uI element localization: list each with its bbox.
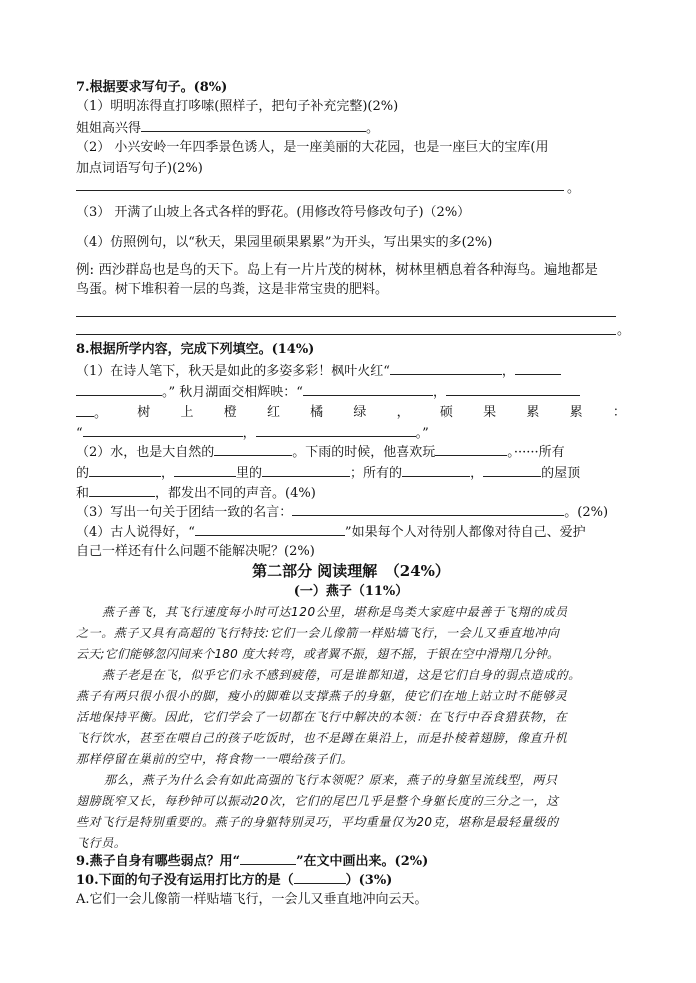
passage-line-10: 翅膀既窄又长，每秒钟可以振动20次，它们的尾巴几乎是整个身躯长度的三分之一，这 xyxy=(76,794,559,808)
q8-item4-mid: ”如果每个人对待别人都像对待自己、爱护 xyxy=(344,525,586,540)
q7-item1-answer-line xyxy=(76,119,626,138)
q8-item1-line1 xyxy=(76,362,626,381)
q8-comma: ， xyxy=(432,385,446,400)
q10-option-a: A.它们一会儿像箭一样贴墙飞行，一会儿又垂直地冲向云天。 xyxy=(76,892,428,907)
q10-stem: 10.下面的句子没有运用打比方的是（ xyxy=(76,873,294,888)
q8-period: 。 xyxy=(507,445,514,460)
q8-word-9: 累 xyxy=(526,405,540,420)
q8-item1-line3-start xyxy=(76,404,107,423)
q8-close-quote: 。” xyxy=(162,385,176,400)
q7-item2-period: 。 xyxy=(567,181,581,196)
passage-line-6: 活地保持平衡。因此，它们学会了一切都在飞行中解决的本领：在飞行中吞食猎获物，在 xyxy=(76,710,568,724)
q8-text: ；所有的 xyxy=(350,466,403,481)
q7-item2-answer-line[interactable] xyxy=(76,190,564,191)
q8-poem-blank4b[interactable] xyxy=(76,404,94,417)
q7-item4: （4）仿照例句，以“秋天，果园里硕果累累”为开头，写出果实的多(2%) xyxy=(76,235,493,250)
q8-text: 的屋顶 xyxy=(541,466,581,481)
q7-item1-stem: 姐姐高兴得 xyxy=(76,121,142,136)
q8-item2-ellipsis: ······所有 xyxy=(513,445,565,460)
q8-item1-line4 xyxy=(76,424,626,443)
q8-word-10: 累 xyxy=(569,405,583,420)
q7-example-line2: 鸟蛋。树下堆积着一层的鸟粪，这是非常宝贵的肥料。 xyxy=(76,282,389,297)
q7-item2-line1: （2） 小兴安岭一年四季景色诱人，是一座美丽的大花园，也是一座巨大的宝库(用 xyxy=(76,140,549,155)
q8-text: 的 xyxy=(76,466,90,481)
q8-word-0: 树 xyxy=(137,405,151,420)
q8-item3-end: 。(2%) xyxy=(564,505,609,520)
q8-comma: ， xyxy=(470,466,484,481)
q8-item2-stem: （2）水，也是大自然的 xyxy=(76,445,215,460)
part2-title: 第二部分 阅读理解 （24%） xyxy=(252,562,450,580)
q8-item3-stem: （3）写出一句关于团结一致的名言： xyxy=(76,505,293,520)
q8-item1-stem: （1）在诗人笔下，秋天是如此的多姿多彩！枫叶火红“ xyxy=(76,364,390,379)
q8-water-blank6[interactable] xyxy=(402,464,470,477)
q8-item4 xyxy=(76,523,626,542)
q8-saying-blank[interactable] xyxy=(195,523,345,536)
q8-word-4: 橘 xyxy=(310,405,324,420)
q8-word-3: 红 xyxy=(266,405,280,420)
q8-close-quote: 。” xyxy=(415,426,429,441)
q8-comma: ， xyxy=(242,426,256,441)
q8-comma: ， xyxy=(161,466,175,481)
q10-answer-blank[interactable] xyxy=(294,871,346,884)
q8-water-blank3[interactable] xyxy=(89,464,161,477)
q9-end: ”在文中画出来。(2%) xyxy=(296,854,429,869)
q8-poem-blank3[interactable] xyxy=(303,383,433,396)
q7-item2-line2: 加点词语写句子)(2%) xyxy=(76,161,203,176)
q7-item1-period: 。 xyxy=(366,121,380,136)
passage-line-2: 之一。燕子又具有高超的飞行特技:它们一会儿像箭一样贴墙飞行，一会儿又垂直地冲向 xyxy=(76,626,560,640)
q8-poem-blank2a[interactable] xyxy=(515,362,561,375)
q8-word-11: ： xyxy=(612,405,626,420)
passage-line-12: 飞行员。 xyxy=(76,836,127,850)
q8-word-2: 橙 xyxy=(223,405,237,420)
q8-item2-line2 xyxy=(76,464,626,483)
q7-item3: （3） 开满了山坡上各式各样的野花。(用修改符号修改句子)（2%） xyxy=(76,205,471,220)
q8-word-7: 硕 xyxy=(439,405,453,420)
q8-item2-line3 xyxy=(76,484,626,503)
q8-item1-line2 xyxy=(76,383,626,402)
q7-example-line1: 例: 西沙群岛也是鸟的天下。岛上有一片片茂的树林，树林里栖息着各种海鸟。遍地都是 xyxy=(76,262,598,278)
q8-text: 和 xyxy=(76,486,90,501)
q10-end: ）(3%) xyxy=(345,873,393,888)
q8-item4-stem: （4）古人说得好，“ xyxy=(76,525,195,540)
passage-line-3: 云天;它们能够忽闪间来个180 度大转弯，或者翼不振，翅不摇，于银在空中滑翔几分钟。 xyxy=(76,647,560,661)
q8-water-blank2[interactable] xyxy=(435,443,507,456)
q8-motto-blank[interactable] xyxy=(292,503,564,516)
q7-item1-blank[interactable] xyxy=(141,119,366,132)
q8-poem-blank5[interactable] xyxy=(83,424,243,437)
q8-item2-mid: 。下雨的时候，他喜欢玩 xyxy=(292,445,436,460)
q8-period: 。 xyxy=(94,406,108,421)
q8-water-blank4[interactable] xyxy=(174,464,236,477)
q8-text: ，都发出不同的声音。(4%) xyxy=(155,486,316,501)
q8-water-blank7[interactable] xyxy=(483,464,541,477)
q8-word-1: 上 xyxy=(180,405,194,420)
q8-item1-line3 xyxy=(76,404,626,423)
q9-title xyxy=(76,852,626,871)
passage-line-4: 燕子老是在飞，似乎它们永不感到疲倦，可是谁都知道，这是它们自身的弱点造成的。 xyxy=(102,668,581,682)
passage-line-7: 飞行饮水，甚至在喂自己的孩子吃饭时，也不是蹲在巢沿上，而是扑棱着翅膀，像直升机 xyxy=(76,731,568,745)
q8-item3 xyxy=(76,503,626,522)
q8-poem-blank4a[interactable] xyxy=(446,383,580,396)
q8-item2-line1 xyxy=(76,443,626,462)
q8-word-6: ， xyxy=(396,405,410,420)
passage-line-8: 那样停留在巢前的空中，将食物一一喂给孩子们。 xyxy=(76,752,354,766)
passage-line-11: 些对飞行是特别重要的。燕子的身躯特别灵巧，平均重量仅为20克，堪称是最轻量级的 xyxy=(76,815,559,829)
q9-stem: 9.燕子自身有哪些弱点？用“ xyxy=(76,854,241,869)
passage-line-9: 那么，燕子为什么会有如此高强的飞行本领呢？原来，燕子的身躯呈流线型，两只 xyxy=(104,773,558,787)
passage-line-5: 燕子有两只很小很小的脚，瘦小的脚难以支撑燕子的身躯，使它们在地上站立时不能够灵 xyxy=(76,689,568,703)
q8-word-5: 绿 xyxy=(353,405,367,420)
q8-poem-blank6[interactable] xyxy=(256,424,416,437)
q8-open-quote: “ xyxy=(76,426,83,441)
q7-title: 7.根据要求写句子。(8%) xyxy=(76,80,228,95)
passage-line-1: 燕子善飞，其飞行速度每小时可达120公里，堪称是鸟类大家庭中最善于飞翔的成员 xyxy=(102,605,568,619)
q10-title xyxy=(76,871,626,890)
q8-moon-stem: 秋月湖面交相辉映：“ xyxy=(179,385,303,400)
q8-poem-blank1[interactable] xyxy=(390,362,502,375)
q8-water-blank1[interactable] xyxy=(214,443,292,456)
q8-comma: ， xyxy=(501,364,515,379)
q8-title: 8.根据所学内容，完成下列填空。(14%) xyxy=(76,342,315,357)
q8-water-blank8[interactable] xyxy=(89,484,155,497)
q8-item4-line2: 自己一样还有什么问题不能解决呢？(2%) xyxy=(76,544,315,559)
q8-word-8: 果 xyxy=(483,405,497,420)
q7-item1: （1）明明冻得直打哆嗦(照样子，把句子补充完整)(2%) xyxy=(76,99,399,114)
q8-text: 里的 xyxy=(236,466,263,481)
q8-water-blank5[interactable] xyxy=(262,464,350,477)
q7-item4-period: 。 xyxy=(617,323,631,338)
q9-underline-sample xyxy=(240,852,296,865)
q7-item4-answer-line1[interactable] xyxy=(76,316,616,317)
reading-subtitle: (一）燕子（11%） xyxy=(293,584,409,599)
q7-item4-answer-line2[interactable] xyxy=(76,334,616,335)
q8-poem-blank2b[interactable] xyxy=(76,383,162,396)
